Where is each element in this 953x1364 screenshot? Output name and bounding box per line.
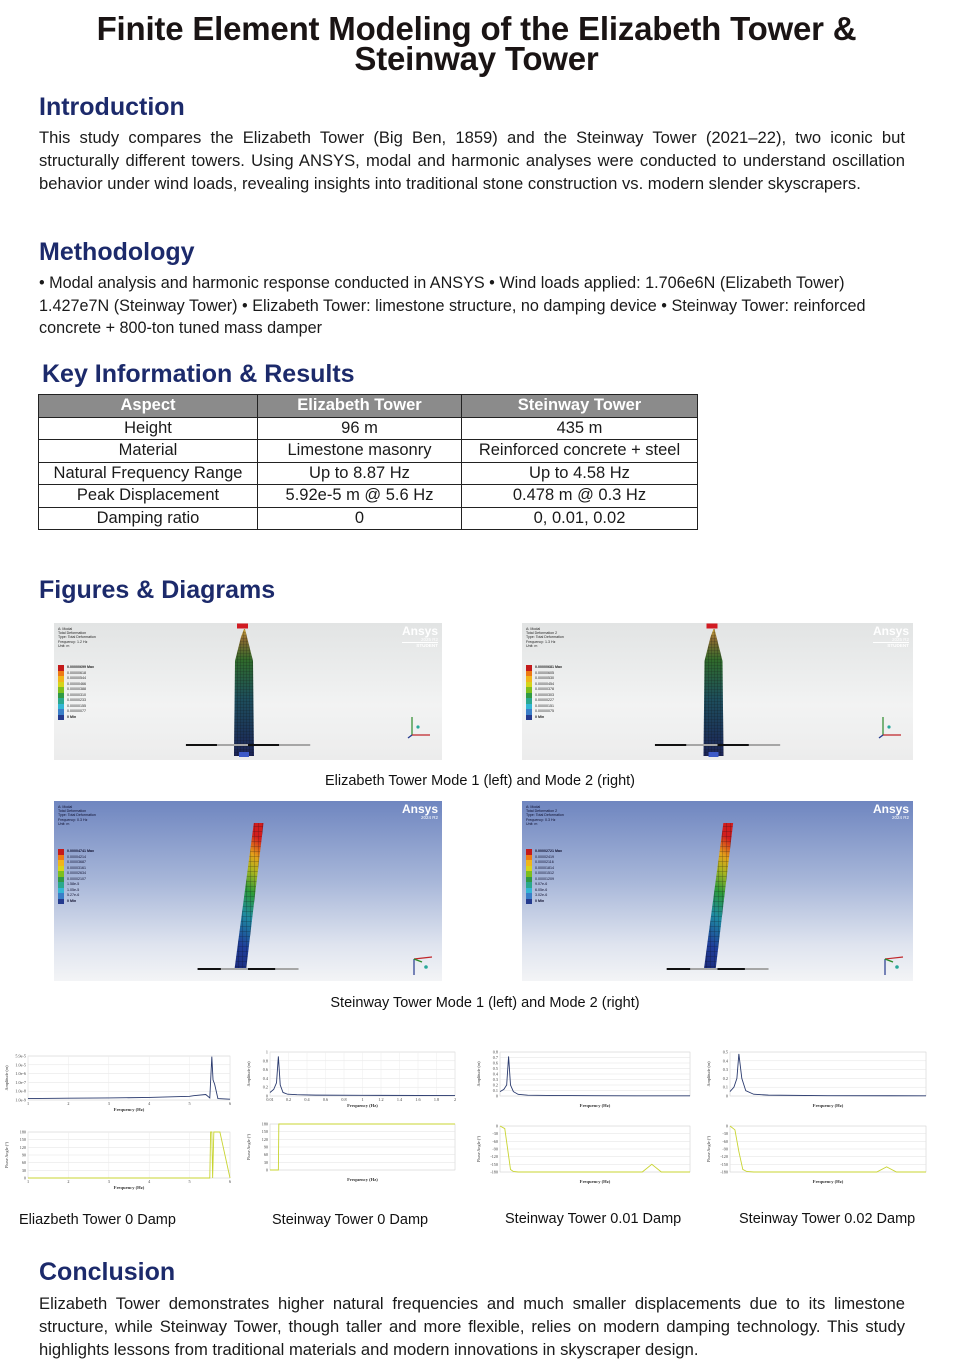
legend-value: 3.02e-6 (535, 893, 548, 898)
column-header: Elizabeth Tower (258, 395, 462, 418)
elizabeth-modes-caption: Elizabeth Tower Mode 1 (left) and Mode 2 (right) (324, 773, 636, 789)
page-title-line2: Steinway Tower (354, 40, 599, 77)
ansys-student-label: STUDENT (402, 642, 438, 648)
y-tick-label: 30 (21, 1167, 26, 1173)
table-row (39, 440, 698, 463)
ansys-logo-text: Ansys (872, 802, 909, 816)
legend-value: 0.00000227 (535, 698, 554, 703)
legend-value: 0.00000233 (67, 698, 86, 703)
y-tick-label: -60 (722, 1138, 728, 1144)
y-tick-label: 0 (23, 1175, 26, 1181)
y-tick-label: 120 (19, 1144, 26, 1150)
table-cell: Damping ratio (39, 507, 258, 530)
harmonic-chart (2, 1052, 234, 1116)
x-axis-label: Frequency (Hz) (579, 1103, 611, 1108)
legend-value: 0.00000454 (535, 681, 554, 686)
figure-header-line: Total Deformation 2 (526, 631, 558, 636)
y-tick-label: 1.0e-9 (15, 1097, 26, 1103)
x-tick-label: 1.4 (396, 1097, 403, 1102)
figure-header-line: Unit: m (526, 821, 538, 826)
x-tick-label: 1 (361, 1097, 364, 1102)
table-cell: Height (39, 417, 258, 440)
figure-header-line: Frequency: 0.3 Hz (58, 817, 88, 822)
table-cell: Reinforced concrete + steel (462, 440, 698, 463)
legend-value: 0.00000699 Max (67, 665, 94, 670)
legend-value: 0.00002116 (535, 860, 554, 865)
harmonic-chart (704, 1048, 930, 1112)
x-axis-label: Frequency (Hz) (113, 1185, 145, 1190)
y-axis-label: Amplitude (m) (4, 1065, 9, 1091)
y-tick-label: 0 (495, 1093, 498, 1099)
y-tick-label: -180 (720, 1169, 728, 1175)
table-cell: Up to 8.87 Hz (258, 462, 462, 485)
legend-value: 0.00000155 (67, 703, 86, 708)
harmonic-caption: Eliazbeth Tower 0 Damp (19, 1212, 176, 1228)
y-tick-label: 0.6 (492, 1060, 498, 1066)
x-tick-label: 0.4 (304, 1097, 310, 1102)
y-tick-label: 0.4 (492, 1071, 498, 1077)
column-header: Steinway Tower (462, 395, 698, 418)
x-axis-label: Frequency (Hz) (347, 1103, 378, 1108)
x-tick-label: 5 (188, 1101, 191, 1106)
modal-analysis-figure (54, 623, 442, 760)
x-axis-label: Frequency (Hz) (347, 1177, 378, 1182)
legend-value: 0.00001512 (535, 871, 554, 876)
y-tick-label: 150 (19, 1137, 26, 1143)
y-axis-label: Phase Angle (°) (4, 1141, 9, 1169)
x-tick-label: 1.2 (378, 1097, 384, 1102)
y-tick-label: 180 (19, 1129, 26, 1135)
methodology-heading: Methodology (39, 238, 195, 266)
ansys-student-label: STUDENT (873, 642, 909, 648)
harmonic-chart (244, 1048, 459, 1112)
legend-value: 5.27e-6 (67, 893, 80, 898)
x-tick-label: 2 (67, 1179, 70, 1184)
introduction-text: This study compares the Elizabeth Tower (Big Ben, 1859) and the Steinway Tower (2021–22), two iconic but structurally different towers. Using ANSYS, modal and harmonic analyses were conducted to understand oscillation behavior under wind loads, revealing insights into traditional stone construction vs. modern slender skyscrapers. (39, 128, 905, 193)
y-tick-label: 150 (261, 1129, 268, 1135)
y-tick-label: 60 (263, 1152, 268, 1158)
legend-value: 0.00002107 (67, 876, 86, 881)
y-tick-label: 1.0e-7 (15, 1079, 26, 1085)
harmonic-chart (704, 1122, 930, 1188)
legend-value: 0.00000530 (535, 676, 554, 681)
x-tick-label: 6 (228, 1101, 232, 1106)
table-row (39, 485, 698, 508)
legend-value: 9.07e-6 (535, 882, 548, 887)
y-tick-label: 60 (21, 1160, 26, 1166)
y-tick-label: 5.9e-5 (15, 1053, 26, 1059)
legend-value: 0.00000605 (535, 670, 554, 675)
x-tick-label: 4 (148, 1179, 151, 1184)
harmonic-chart (2, 1128, 234, 1194)
legend-value: 0.00002419 (535, 854, 554, 859)
ansys-version: 2024 R2 (420, 815, 438, 820)
table-header-row (39, 395, 698, 418)
table-cell: Limestone masonry (258, 440, 462, 463)
steinway-modes-caption: Steinway Tower Mode 1 (left) and Mode 2 (right) (330, 995, 640, 1011)
x-axis-label: Frequency (Hz) (812, 1103, 844, 1108)
ansys-logo-text: Ansys (401, 802, 438, 816)
figures-heading: Figures & Diagrams (39, 576, 276, 604)
x-tick-label: 4 (148, 1101, 151, 1106)
legend-value: 0.00002721 Max (535, 849, 562, 854)
harmonic-caption: Steinway Tower 0 Damp (272, 1212, 429, 1228)
figure-header-line: Type: Total Deformation (526, 635, 564, 640)
x-tick-label: 2 (453, 1097, 457, 1102)
methodology-text: • Modal analysis and harmonic response conducted in ANSYS • Wind loads applied: 1.706e6N (Elizabeth Tower) 1.427e7N (Steinway Tower) • Elizabeth Tower: limestone structure, no damping device • Steinway Tower: reinforced concrete + 800-ton tuned mass damper (39, 274, 866, 337)
y-tick-label: -180 (490, 1169, 498, 1175)
elizabeth-tower-model (54, 623, 442, 760)
introduction-heading: Introduction (39, 93, 185, 121)
ansys-version: 2025 R2 (891, 637, 909, 642)
x-tick-label: 5 (188, 1179, 191, 1184)
y-tick-label: -60 (492, 1138, 498, 1144)
min-marker (239, 752, 249, 757)
y-tick-label: 0.6 (262, 1067, 268, 1073)
x-tick-label: 3 (107, 1179, 110, 1184)
y-tick-label: 90 (263, 1144, 268, 1150)
figure-header-line: Frequency: 0.3 Hz (526, 817, 556, 822)
ansys-version: 2025 R2 (420, 637, 438, 642)
figure-header-line: Frequency: 1.3 Hz (526, 639, 556, 644)
x-axis-label: Frequency (Hz) (579, 1179, 611, 1184)
min-marker (709, 752, 719, 757)
table-cell: 0 (258, 507, 462, 530)
legend-value: 0.00003687 (67, 860, 86, 865)
y-tick-label: 0.2 (262, 1084, 268, 1090)
harmonic-chart (474, 1122, 694, 1188)
y-tick-label: 120 (261, 1136, 268, 1142)
axis-triad-icon (885, 957, 903, 975)
axis-triad-icon (408, 717, 430, 738)
y-tick-label: 1 (265, 1049, 268, 1055)
axis-triad-icon (879, 717, 901, 738)
modal-analysis-figure (522, 623, 913, 760)
steinway-tower-model (54, 801, 442, 981)
legend-value: 0.00000378 (535, 687, 554, 692)
legend-value: 0 Min (535, 714, 545, 719)
y-tick-label: 0.5 (722, 1049, 728, 1055)
harmonic-chart (474, 1048, 694, 1112)
conclusion-heading: Conclusion (39, 1258, 176, 1286)
legend-value: 0.00001209 (535, 876, 554, 881)
figure-header-line: Total Deformation (58, 809, 87, 814)
x-axis-label: Frequency (Hz) (812, 1179, 844, 1184)
figure-header-line: Unit: m (58, 643, 70, 648)
y-tick-label: 0 (725, 1123, 728, 1129)
table-cell: 5.92e-5 m @ 5.6 Hz (258, 485, 462, 508)
figure-header-line: A: Modal (526, 805, 541, 809)
legend-value: 0 Min (67, 898, 77, 903)
legend-value: 0.00000077 (67, 709, 86, 714)
legend-value: 0.00002634 (67, 871, 86, 876)
y-tick-label: -30 (722, 1131, 728, 1137)
x-tick-label: 0.2 (285, 1097, 292, 1102)
y-tick-label: 30 (263, 1159, 268, 1165)
y-axis-label: Amplitude (m) (246, 1061, 251, 1087)
legend-value: 1.58e-5 (67, 882, 80, 887)
figure-header-line: Type: Total Deformation (526, 813, 564, 818)
plot-area (730, 1052, 926, 1096)
y-tick-label: -90 (722, 1146, 728, 1152)
legend-value: 0.00003161 (67, 865, 86, 870)
harmonic-chart (244, 1120, 459, 1186)
y-tick-label: 0.2 (722, 1075, 728, 1081)
table-cell: 0.478 m @ 0.3 Hz (462, 485, 698, 508)
y-tick-label: 0.1 (722, 1084, 728, 1090)
table-row (39, 462, 698, 485)
y-tick-label: 0.3 (722, 1067, 728, 1073)
legend-value: 0.00004214 (67, 854, 86, 859)
legend-value: 0.00000075 (535, 709, 554, 714)
x-tick-label: 0.8 (341, 1097, 347, 1102)
y-axis-label: Phase Angle (°) (706, 1135, 711, 1163)
figure-header-line: Frequency: 1.2 Hz (58, 639, 88, 644)
figure-header-line: Type: Total Deformation (58, 635, 96, 640)
table-cell: Up to 4.58 Hz (462, 462, 698, 485)
y-tick-label: 0.4 (262, 1075, 268, 1081)
y-tick-label: 0 (495, 1123, 498, 1129)
figure-header-line: A: Modal (58, 627, 73, 631)
figure-header-line: A: Modal (526, 627, 541, 631)
ansys-version: 2024 R2 (891, 815, 909, 820)
table-cell: 96 m (258, 417, 462, 440)
steinway-tower-model (522, 801, 913, 981)
y-tick-label: 1.0e-5 (15, 1062, 26, 1068)
ansys-logo-text: Ansys (401, 624, 438, 638)
legend-value: 0 Min (67, 714, 77, 719)
ansys-logo-text: Ansys (872, 624, 909, 638)
legend-value: 1.05e-5 (67, 887, 80, 892)
legend-value: 0.00000466 (67, 681, 86, 686)
table-cell: 435 m (462, 417, 698, 440)
figure-header-line: A: Modal (58, 805, 73, 809)
y-tick-label: 0 (265, 1093, 268, 1099)
plot-area (28, 1056, 230, 1100)
table-cell: Natural Frequency Range (39, 462, 258, 485)
elizabeth-tower-model (522, 623, 913, 760)
x-tick-label: 0.01 (266, 1097, 274, 1102)
modal-analysis-figure (522, 801, 913, 981)
table-cell: 0, 0.01, 0.02 (462, 507, 698, 530)
y-tick-label: 0.5 (492, 1066, 498, 1071)
y-axis-label: Phase Angle (°) (246, 1133, 251, 1161)
max-marker (237, 624, 248, 629)
y-tick-label: -150 (490, 1161, 498, 1167)
figure-header-line: Total Deformation (58, 631, 87, 636)
y-tick-label: 0.4 (722, 1058, 728, 1064)
y-tick-label: 180 (261, 1121, 268, 1127)
axis-triad-icon (414, 957, 432, 975)
x-tick-label: 2 (67, 1101, 70, 1106)
conclusion-text: Elizabeth Tower demonstrates higher natural frequencies and much smaller displacements due to its limestone structure, while Steinway Tower, though taller and more flexible, relies on modern damping technology. This study highlights lessons from traditional materials and modern innovations in skyscraper design. (39, 1294, 905, 1359)
y-axis-label: Amplitude (m) (476, 1061, 481, 1087)
table-cell: Peak Displacement (39, 485, 258, 508)
x-tick-label: 3 (107, 1101, 110, 1106)
legend-value: 0.00000151 (535, 703, 554, 708)
figure-header-line: Unit: m (526, 643, 538, 648)
y-tick-label: -30 (492, 1131, 498, 1137)
y-tick-label: 0.7 (492, 1055, 498, 1060)
y-axis-label: Amplitude (m) (706, 1061, 711, 1087)
y-tick-label: 0.2 (492, 1082, 498, 1088)
column-header: Aspect (39, 395, 258, 418)
y-tick-label: 0.8 (492, 1049, 498, 1055)
legend-value: 0.00000310 (67, 692, 86, 697)
figure-header-line: Type: Total Deformation (58, 813, 96, 818)
y-axis-label: Phase Angle (°) (476, 1135, 481, 1163)
figure-header-line: Unit: m (58, 821, 70, 826)
y-tick-label: 1.0e-6 (15, 1071, 26, 1077)
y-tick-label: 90 (21, 1152, 26, 1158)
legend-value: 0.00000618 (67, 670, 86, 675)
y-tick-label: -120 (720, 1154, 728, 1160)
page-title-line1: Finite Element Modeling of the Elizabeth Tower & (96, 10, 857, 47)
y-tick-label: -150 (720, 1161, 728, 1167)
y-tick-label: -90 (492, 1146, 498, 1152)
key-results-heading: Key Information & Results (42, 360, 355, 388)
x-tick-label: 1 (26, 1179, 30, 1184)
x-tick-label: 1.6 (415, 1097, 421, 1102)
y-tick-label: -120 (490, 1154, 498, 1160)
legend-value: 0 Min (535, 898, 545, 903)
y-tick-label: 0.8 (262, 1058, 268, 1064)
x-tick-label: 6 (228, 1179, 232, 1184)
max-marker (707, 624, 718, 629)
modal-analysis-figure (54, 801, 442, 981)
legend-value: 0.00004741 Max (67, 849, 94, 854)
legend-value: 0.00000303 (535, 692, 554, 697)
legend-value: 0.00000544 (67, 676, 86, 681)
x-tick-label: 1.8 (433, 1097, 440, 1102)
legend-value: 0.00000388 (67, 687, 86, 692)
x-axis-label: Frequency (Hz) (113, 1107, 145, 1112)
table-row (39, 507, 698, 530)
harmonic-caption: Steinway Tower 0.02 Damp (739, 1211, 916, 1227)
page-title (0, 10, 953, 77)
x-tick-label: 1 (26, 1101, 30, 1106)
harmonic-caption: Steinway Tower 0.01 Damp (505, 1211, 682, 1227)
y-tick-label: 0 (265, 1167, 268, 1173)
y-tick-label: 0 (725, 1093, 728, 1099)
legend-value: 6.05e-6 (535, 887, 548, 892)
table-cell: Material (39, 440, 258, 463)
legend-value: 0.00000681 Max (535, 665, 562, 670)
table-row (39, 417, 698, 440)
y-tick-label: 0.1 (492, 1088, 498, 1093)
x-tick-label: 0.6 (322, 1097, 329, 1102)
legend-value: 0.00001814 (535, 865, 554, 870)
y-tick-label: 0.3 (492, 1077, 498, 1082)
figure-header-line: Total Deformation 2 (526, 809, 558, 814)
y-tick-label: 1.0e-8 (15, 1088, 26, 1094)
key-results-table (38, 394, 698, 530)
